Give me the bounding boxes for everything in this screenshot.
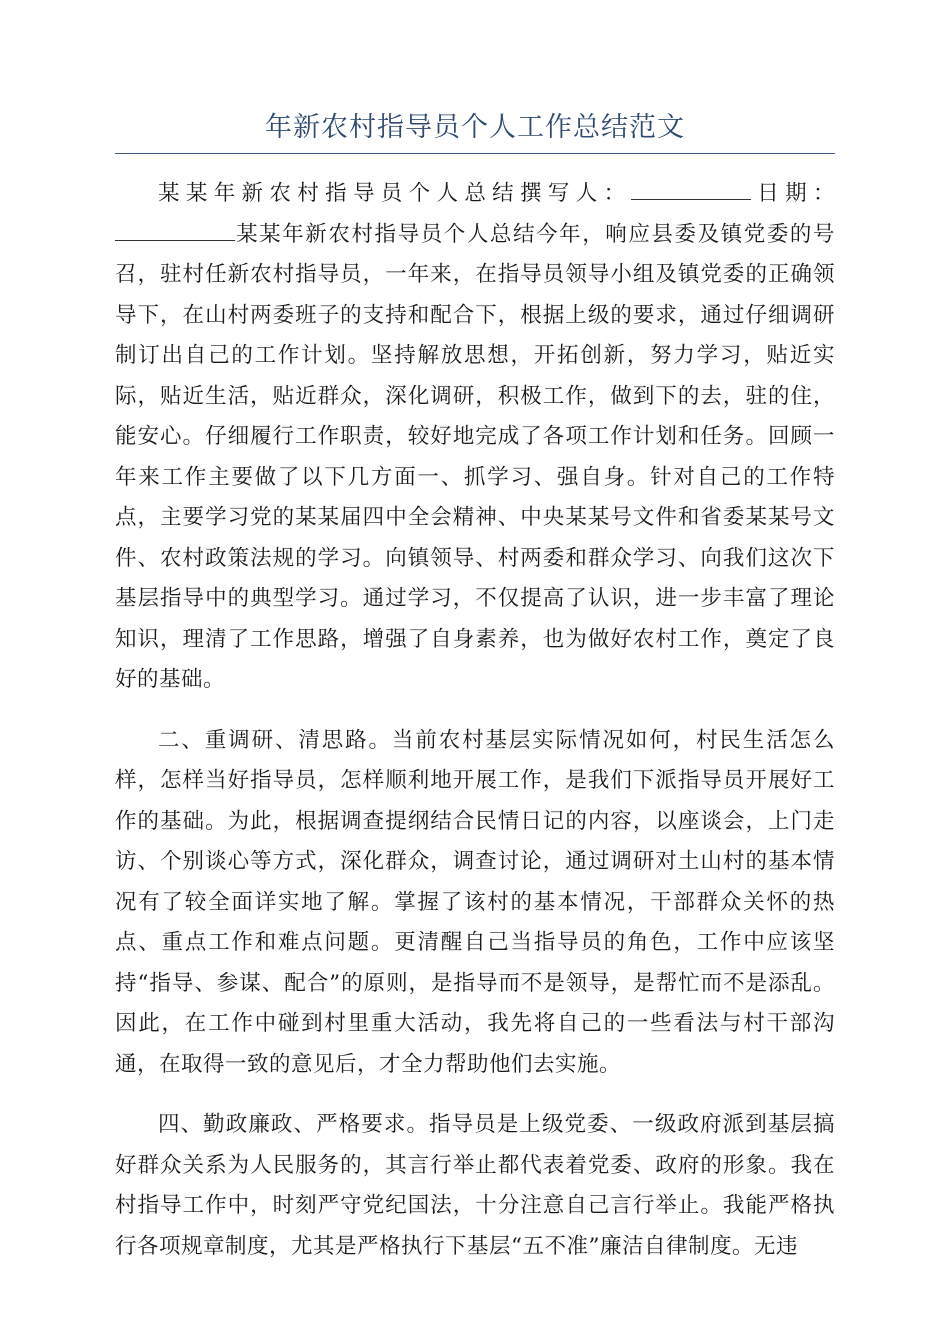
document-title: 年新农村指导员个人工作总结范文	[265, 112, 685, 143]
paragraph-1-text: 某某年新农村指导员个人总结今年，响应县委及镇党委的号召，驻村任新农村指导员，一年来，在指导员领导小组及镇党委的正确领导下，在山村两委班子的支持和配合下，根据上级的要求，通过仔细调研制订出自己的工作计划。坚持解放思想，开拓创新，努力学习，贴近实际，贴近生活，贴近群众，深化调研，积极工作，做到下的去，驻的住，能安心。仔细履行工作职责，较好地完成了各项工作计划和任务。回顾一年来工作主要做了以下几方面一、抓学习、强自身。针对自己的工作特点，主要学习党的某某届四中全会精神、中央某某号文件和省委某某号文件、农村政策法规的学习。向镇领导、村两委和群众学习、向我们这次下基层指导中的典型学习。通过学习，不仅提高了认识，进一步丰富了理论知识，理清了工作思路，增强了自身素养，也为做好农村工作，奠定了良好的基础。	[115, 221, 835, 692]
date-blank	[115, 218, 235, 241]
document-body	[115, 174, 835, 1287]
paragraph-1	[115, 174, 835, 701]
paragraph-3: 四、勤政廉政、严格要求。指导员是上级党委、一级政府派到基层搞好群众关系为人民服务的，其言行举止都代表着党委、政府的形象。我在村指导工作中，时刻严守党纪国法，十分注意自己言行举止。我能严格执行各项规章制度，尤其是严格执行下基层“五不准”廉洁自律制度。无违	[115, 1112, 835, 1259]
paragraph-2: 二、重调研、清思路。当前农村基层实际情况如何，村民生活怎么样，怎样当好指导员，怎样顺利地开展工作，是我们下派指导员开展好工作的基础。为此，根据调查提纲结合民情日记的内容，以座谈会，上门走访、个别谈心等方式，深化群众，调查讨论，通过调研对土山村的基本情况有了较全面详实地了解。掌握了该村的基本情况，干部群众关怀的热点、重点工作和难点问题。更清醒自己当指导员的角色，工作中应该坚持“指导、参谋、配合”的原则，是指导而不是领导，是帮忙而不是添乱。因此，在工作中碰到村里重大活动，我先将自己的一些看法与村干部沟通，在取得一致的意见后，才全力帮助他们去实施。	[115, 727, 835, 1077]
author-label: 某某年新农村指导员个人总结撰写人：	[158, 181, 632, 206]
title-underline	[115, 153, 835, 154]
author-blank	[631, 177, 751, 200]
date-label: 日期：	[751, 181, 835, 206]
